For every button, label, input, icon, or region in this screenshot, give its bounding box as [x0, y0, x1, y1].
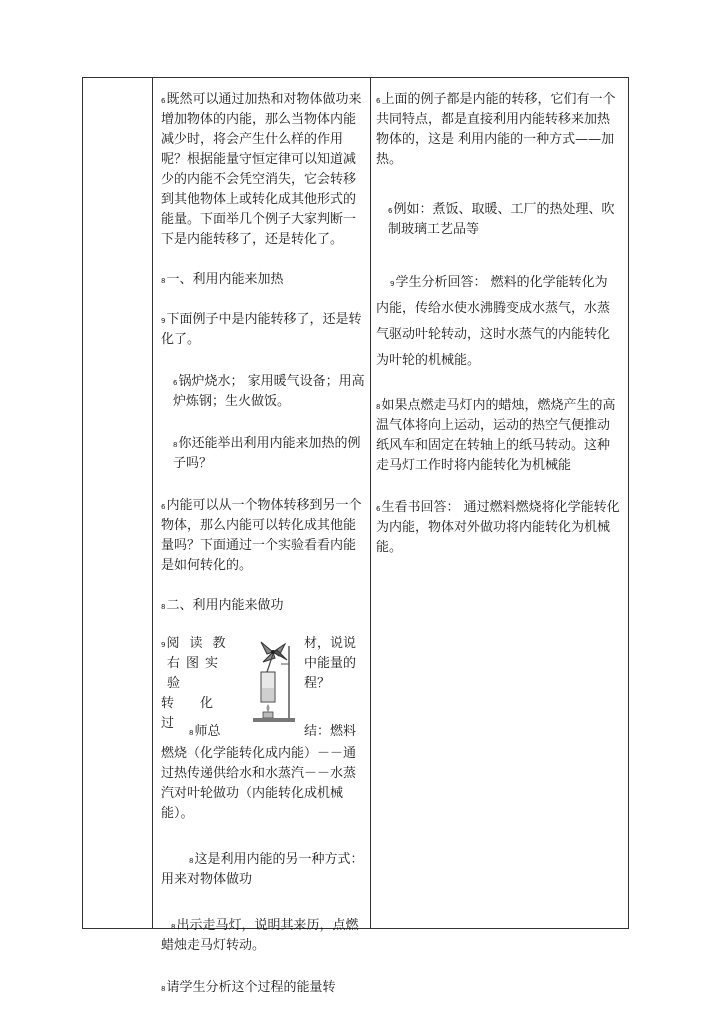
list-marker: 8 [173, 441, 178, 449]
list-marker: 8 [189, 729, 194, 737]
list-marker: 6 [388, 207, 393, 215]
summary-line: 8师总 结：燃料 [189, 724, 357, 739]
paragraph: 8如果点燃走马灯内的蜡烛，燃烧产生的高温气体将向上运动，运动的热空气便推动纸风车和固定在转轴上的纸马转动。这种走马灯工作时将内能转化为机械能 [376, 398, 616, 473]
list-marker: 8 [171, 923, 176, 931]
paragraph: 8这是利用内能的另一种方式：用来对物体做功 [161, 852, 364, 887]
list-marker: 9 [390, 280, 395, 288]
paragraph: 9学生分析回答： 燃料的化学能转化为内能，传给水使水沸腾变成水蒸气，水蒸气驱动叶轮转动，这时水蒸气的内能转化为叶轮的机械能。 [376, 275, 611, 368]
list-marker: 8 [189, 857, 194, 865]
paragraph: 6锅炉烧水； 家用暖气设备；用高炉炼钢；生火做饭。 [173, 374, 365, 409]
paragraph: 燃烧（化学能转化成内能）－－通过热传递供给水和水蒸汽－－水蒸汽对叶轮做功（内能转化成机械能）。 [161, 746, 357, 821]
section-heading: 8一、利用内能来加热 [161, 272, 284, 287]
figure-row [161, 634, 367, 731]
figure-caption-right: 材，说说 中能量的 程？ [304, 636, 357, 691]
list-marker: 8 [376, 403, 381, 411]
middle-column [161, 90, 367, 998]
list-marker: 8 [161, 985, 166, 993]
table-divider-left [152, 77, 153, 929]
paragraph: 6生看书回答： 通过燃料燃烧将化学能转化为内能，物体对外做功将内能转化为机械能。 [376, 500, 620, 555]
experiment-apparatus-image [245, 638, 301, 724]
list-marker: 6 [376, 505, 381, 513]
paragraph: 8出示走马灯，说明其来历，点燃蜡烛走马灯转动。 [161, 918, 359, 953]
paragraph: 6例如：煮饭、取暖、工厂的热处理、吹制玻璃工艺品等 [388, 202, 615, 237]
list-marker: 9 [161, 641, 166, 649]
paragraph: 6上面的例子都是内能的转移，它们有一个共同特点，都是直接利用内能转移来加热物体的，这是 利用内能的一种方式——加热。 [376, 92, 616, 167]
paragraph: 8你还能举出利用内能来加热的例子吗？ [173, 436, 361, 471]
paragraph: 8请学生分析这个过程的能量转 [161, 980, 336, 995]
list-marker: 8 [161, 277, 166, 285]
list-marker: 9 [161, 317, 166, 325]
right-column [376, 90, 620, 558]
section-heading: 8二、利用内能来做功 [161, 598, 284, 613]
paragraph: 6内能可以从一个物体转移到另一个物体，那么内能可以转化成其他能量吗？下面通过一个实验看看内能是如何转化的。 [161, 498, 362, 573]
list-marker: 6 [376, 97, 381, 105]
list-marker: 8 [161, 603, 166, 611]
list-marker: 6 [161, 503, 166, 511]
list-marker: 6 [161, 97, 166, 105]
paragraph: 9下面例子中是内能转移了，还是转化了。 [161, 312, 362, 347]
figure-caption-left: 9阅读教 右图实验 转化过 [161, 636, 240, 731]
paragraph: 6既然可以通过加热和对物体做功来增加物体的内能，那么当物体内能减少时，将会产生什么样的作用呢？根据能量守恒定律可以知道减少的内能不会凭空消失，它会转移到其他物体上或转化成其他形式的能量。下面举几个例子大家判断一下是内能转移了，还是转化了。 [161, 92, 362, 247]
list-marker: 6 [173, 379, 178, 387]
table-divider-mid [370, 77, 371, 929]
